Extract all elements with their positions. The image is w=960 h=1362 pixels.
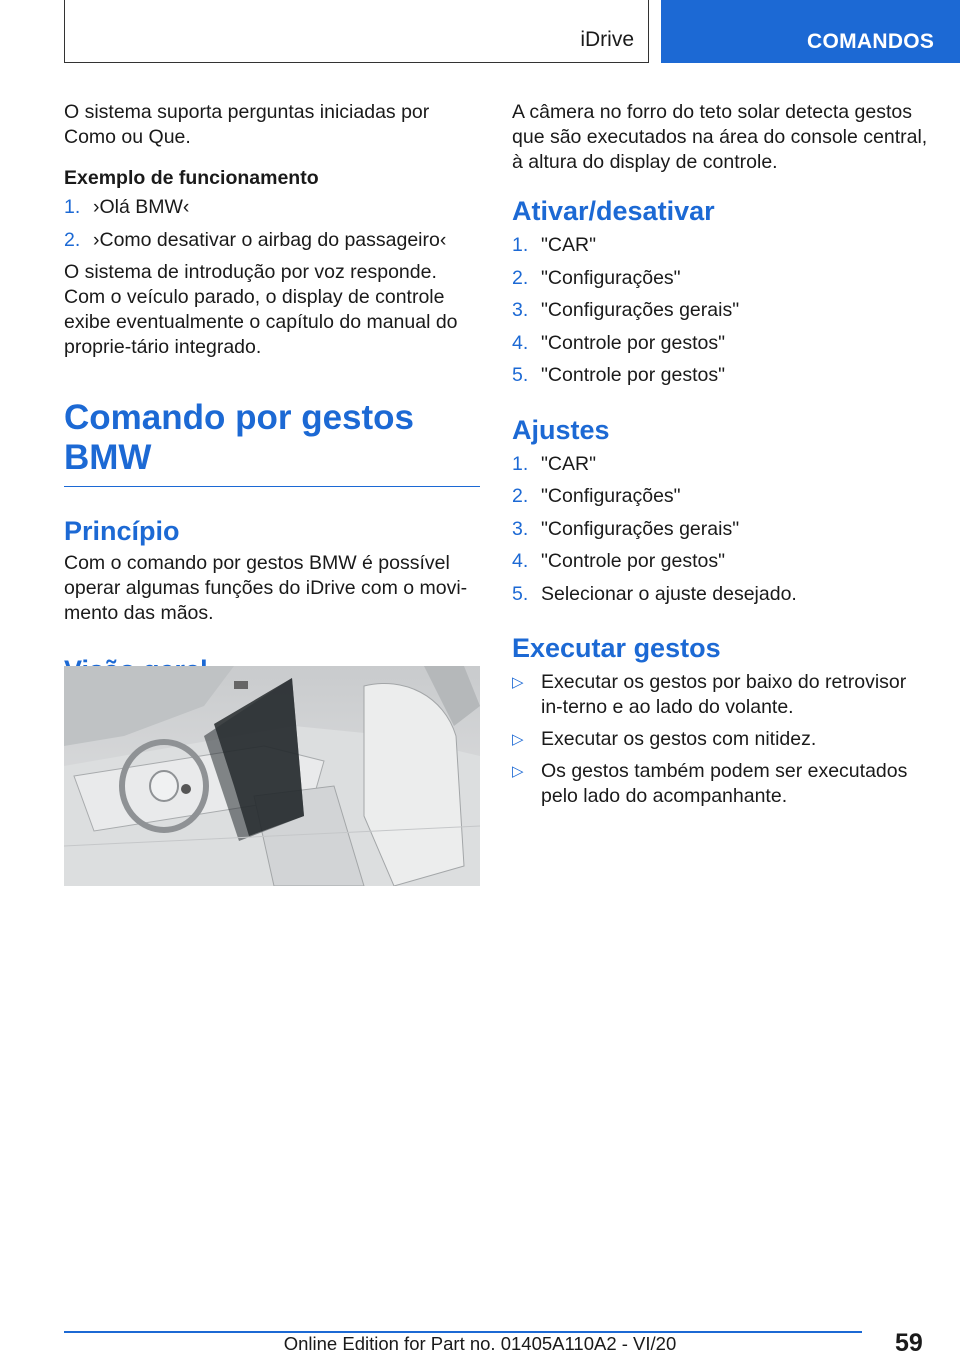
gesture-camera-illustration [64, 666, 480, 886]
list-number: 4. [512, 550, 529, 572]
principle-heading: Princípio [64, 516, 180, 546]
list-item [512, 233, 930, 258]
list-text: "Configurações gerais" [541, 299, 740, 321]
list-number: 2. [64, 228, 81, 251]
list-number: 1. [64, 196, 81, 218]
list-text: "CAR" [541, 452, 597, 475]
list-number: 1. [512, 234, 529, 256]
settings-heading: Ajustes [512, 414, 610, 445]
list-text: "Configurações gerais" [541, 517, 740, 540]
right-column [512, 100, 930, 816]
response-paragraph: O sistema de introdução por voz responde. Com o veículo parado, o display de controle exibe eventualmente o capítulo do manual do proprie-tário integrado. [64, 261, 458, 358]
list-text: "Configurações" [541, 266, 681, 289]
list-text: "Controle por gestos" [541, 364, 726, 386]
section-title: Comando por gestos BMW [64, 398, 480, 487]
list-item [64, 228, 480, 253]
list-number: 4. [512, 331, 529, 354]
list-number: 2. [512, 485, 529, 507]
list-item [512, 298, 930, 323]
gestures-list [512, 670, 930, 809]
list-number: 3. [512, 299, 529, 321]
intro-paragraph: O sistema suporta perguntas iniciadas por Como ou Que. [64, 101, 430, 148]
principle-paragraph: Com o comando por gestos BMW é possível operar algumas funções do iDrive com o movi-mento das mãos. [64, 552, 468, 624]
list-text: "Configurações" [541, 485, 681, 507]
camera-paragraph: A câmera no forro do teto solar detecta gestos que são executados na área do console central, à altura do display de controle. [512, 101, 928, 173]
list-text: Executar os gestos por baixo do retrovisor in-terno e ao lado do volante. [541, 671, 907, 718]
gestures-heading: Executar gestos [512, 633, 721, 663]
example-list [64, 195, 480, 253]
list-item [512, 759, 930, 809]
header-chapter-tab: COMANDOS [661, 0, 960, 63]
triangle-bullet-icon: ▷ [512, 731, 524, 748]
list-item [64, 195, 480, 220]
list-number: 5. [512, 582, 529, 605]
header-frame [64, 0, 649, 63]
list-item [512, 452, 930, 477]
list-item [512, 727, 930, 752]
list-item [512, 266, 930, 291]
list-item [512, 517, 930, 542]
settings-list [512, 452, 930, 607]
list-text: Executar os gestos com nitidez. [541, 728, 817, 750]
list-text: "Controle por gestos" [541, 550, 726, 572]
list-item [512, 484, 930, 509]
list-text: "Controle por gestos" [541, 331, 726, 354]
list-text: Selecionar o ajuste desejado. [541, 582, 797, 605]
list-number: 3. [512, 517, 529, 540]
page-number: 59 [895, 1329, 923, 1357]
list-item [512, 549, 930, 574]
footer-edition-text: Online Edition for Part no. 01405A110A2 - VI/20 [283, 1333, 677, 1354]
example-heading: Exemplo de funcionamento [64, 167, 319, 189]
list-item [512, 363, 930, 388]
list-item [512, 331, 930, 356]
list-text: Os gestos também podem ser executados pelo lado do acompanhante. [541, 760, 908, 807]
list-text: ›Como desativar o airbag do passageiro‹ [93, 228, 447, 251]
list-number: 1. [512, 452, 529, 475]
list-text: ›Olá BMW‹ [93, 196, 190, 218]
list-number: 2. [512, 266, 529, 289]
triangle-bullet-icon: ▷ [512, 674, 524, 691]
list-text: "CAR" [541, 234, 597, 256]
list-item [512, 582, 930, 607]
activate-list [512, 233, 930, 388]
left-column [64, 100, 480, 692]
list-number: 5. [512, 364, 529, 386]
list-item [512, 670, 930, 720]
car-interior-drawing [64, 666, 480, 886]
triangle-bullet-icon: ▷ [512, 763, 524, 780]
activate-heading: Ativar/desativar [512, 196, 715, 226]
header-section-title: iDrive [580, 28, 634, 51]
